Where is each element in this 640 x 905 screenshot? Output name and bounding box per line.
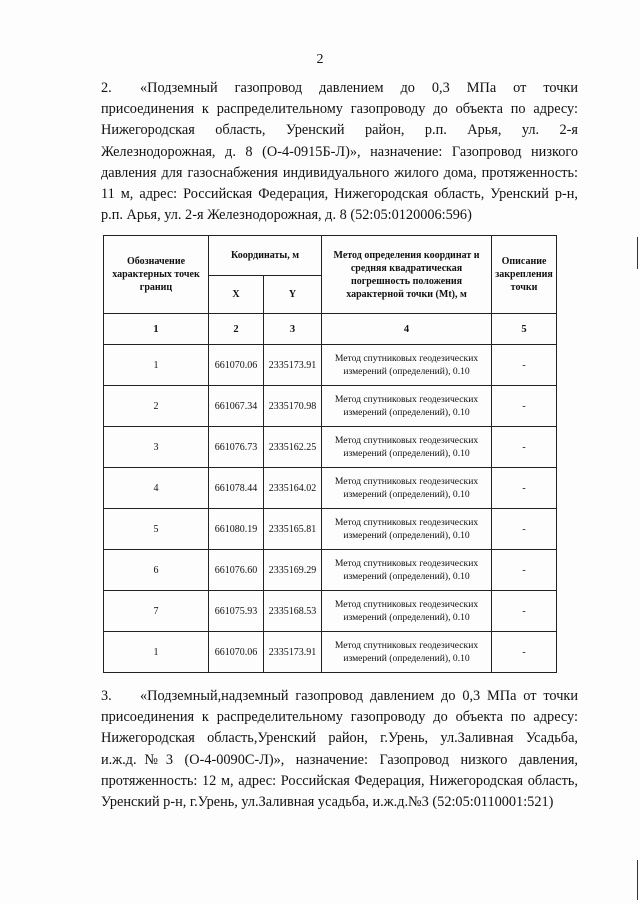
item-3-line-3: Нижегородская область,Уренский район, г.Урень, ул.Заливная Усадьба, [101,730,578,747]
header-designation: Обозначение характерных точек границ [104,236,209,314]
x-cell: 661067.34 [209,386,264,427]
method-cell: Метод спутниковых геодезических измерений (определений), 0.10 [322,386,492,427]
index-cell: 4 [322,314,492,345]
y-cell: 2335173.91 [264,345,322,386]
item-2-number: 2. [101,80,112,96]
header-coordinates: Координаты, м [209,236,322,276]
item-2-line-2: присоединения к распределительному газопроводу до объекта по адресу: [101,101,578,118]
header-method: Метод определения координат и средняя квадратическая погрешность положения характерной точки (Mt), м [322,236,492,314]
method-cell: Метод спутниковых геодезических измерений (определений), 0.10 [322,427,492,468]
x-cell: 661075.93 [209,591,264,632]
description-cell: - [492,550,557,591]
item-2-line-6: 11 м, адрес: Российская Федерация, Нижегородская область, Уренский р-н, [101,186,578,203]
header-y: Y [264,276,322,314]
page-number: 2 [316,52,324,67]
point-cell: 1 [104,632,209,673]
point-cell: 4 [104,468,209,509]
item-3-paragraph [101,686,578,813]
table-row [104,345,557,386]
x-cell: 661078.44 [209,468,264,509]
item-2-line-1: 2. «Подземный газопровод давлением до 0,3 МПа от точки [101,78,578,99]
item-2-line-4: Железнодорожная, д. 8 (О-4-0915Б-Л)», назначение: Газопровод низкого [101,143,578,160]
column-index-row [104,314,557,345]
table-row [104,591,557,632]
y-cell: 2335164.02 [264,468,322,509]
item-3-number: 3. [101,688,112,704]
x-cell: 661070.06 [209,345,264,386]
description-cell: - [492,509,557,550]
x-cell: 661070.06 [209,632,264,673]
item-3-line-2: присоединения к распределительному газопроводу до объекта по адресу: [101,709,578,726]
header-x: X [209,276,264,314]
description-cell: - [492,386,557,427]
scan-margin-mark [637,237,638,269]
table-row [104,509,557,550]
method-cell: Метод спутниковых геодезических измерений (определений), 0.10 [322,345,492,386]
y-cell: 2335169.29 [264,550,322,591]
table-row [104,632,557,673]
y-cell: 2335168.53 [264,591,322,632]
index-cell: 3 [264,314,322,345]
point-cell: 2 [104,386,209,427]
table-row [104,427,557,468]
x-cell: 661076.73 [209,427,264,468]
x-cell: 661080.19 [209,509,264,550]
item-3-line-4: и.ж.д.№3 (О-4-0090С-Л)», назначение: Газопровод низкого давления, [101,751,578,768]
item-2-line-3: Нижегородская область, Уренский район, р.п. Арья, ул. 2-я [101,122,578,139]
item-2-paragraph [101,78,578,226]
index-cell: 1 [104,314,209,345]
item-2-line-7: р.п. Арья, ул. 2-я Железнодорожная, д. 8 (52:05:0120006:596) [101,207,472,224]
point-cell: 1 [104,345,209,386]
index-cell: 5 [492,314,557,345]
y-cell: 2335162.25 [264,427,322,468]
point-cell: 7 [104,591,209,632]
description-cell: - [492,427,557,468]
header-description: Описание закрепления точки [492,236,557,314]
point-cell: 5 [104,509,209,550]
table-row [104,550,557,591]
coordinates-table [103,235,557,673]
method-cell: Метод спутниковых геодезических измерений (определений), 0.10 [322,632,492,673]
y-cell: 2335170.98 [264,386,322,427]
index-cell: 2 [209,314,264,345]
y-cell: 2335173.91 [264,632,322,673]
description-cell: - [492,468,557,509]
table-row [104,468,557,509]
point-cell: 6 [104,550,209,591]
method-cell: Метод спутниковых геодезических измерений (определений), 0.10 [322,550,492,591]
item-3-line-1: 3. «Подземный,надземный газопровод давлением до 0,3 МПа от точки [101,686,578,707]
x-cell: 661076.60 [209,550,264,591]
scan-margin-mark [637,860,638,900]
method-cell: Метод спутниковых геодезических измерений (определений), 0.10 [322,509,492,550]
description-cell: - [492,345,557,386]
item-3-line-6: Уренский р-н, г.Урень, ул.Заливная усадьба, и.ж.д.№3 (52:05:0110001:521) [101,794,554,811]
description-cell: - [492,591,557,632]
method-cell: Метод спутниковых геодезических измерений (определений), 0.10 [322,468,492,509]
method-cell: Метод спутниковых геодезических измерений (определений), 0.10 [322,591,492,632]
table-row [104,386,557,427]
item-2-line-5: давления для газоснабжения индивидуального жилого дома, протяженность: [101,164,578,181]
item-3-line-5: протяженность: 12 м, адрес: Российская Федерация, Нижегородская область, [101,772,578,789]
description-cell: - [492,632,557,673]
point-cell: 3 [104,427,209,468]
y-cell: 2335165.81 [264,509,322,550]
